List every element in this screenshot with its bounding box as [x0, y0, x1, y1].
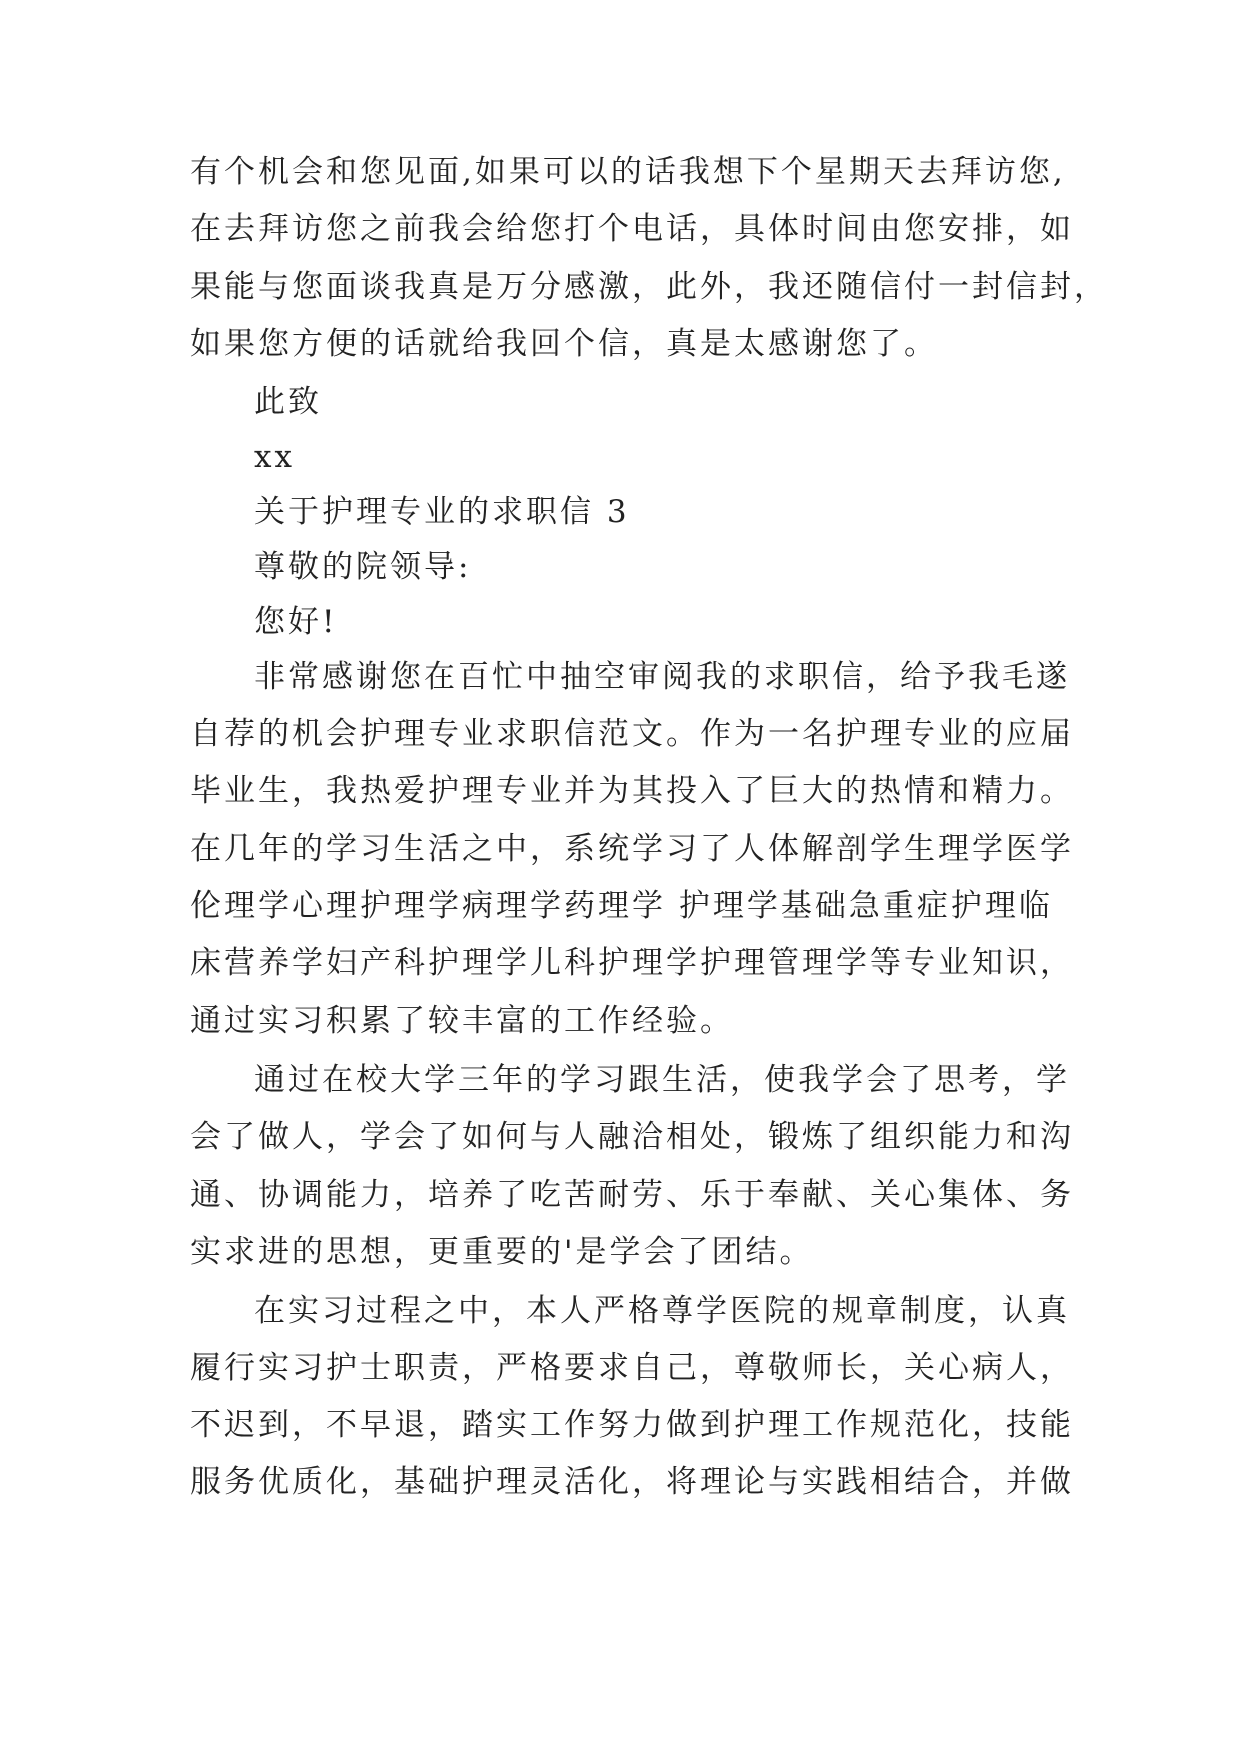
text-line: 果能与您面谈我真是万分感激，此外，我还随信付一封信封， [190, 269, 1108, 305]
text-line: 在几年的学习生活之中，系统学习了人体解剖学生理学医学 [190, 831, 1074, 867]
text-line: 伦理学心理护理学病理学药理学 护理学基础急重症护理临 [190, 888, 1053, 924]
text-line: 非常感谢您在百忙中抽空审阅我的求职信，给予我毛遂 [254, 659, 1070, 695]
text-line: 自荐的机会护理专业求职信范文。作为一名护理专业的应届 [190, 716, 1074, 752]
text-line: 履行实习护士职责，严格要求自己，尊敬师长，关心病人， [190, 1350, 1074, 1386]
text-line: 床营养学妇产科护理学儿科护理学护理管理学等专业知识， [190, 945, 1074, 981]
text-line: 实求进的思想，更重要的'是学会了团结。 [190, 1234, 814, 1270]
text-line: 尊敬的院领导: [254, 549, 472, 585]
text-line: 通过在校大学三年的学习跟生活，使我学会了思考，学 [254, 1062, 1070, 1098]
text-line: xx [254, 439, 295, 475]
text-line: 关于护理专业的求职信 3 [254, 494, 630, 530]
text-line: 有个机会和您见面,如果可以的话我想下个星期天去拜访您, [190, 154, 1066, 190]
text-line: 会了做人，学会了如何与人融洽相处，锻炼了组织能力和沟 [190, 1119, 1074, 1155]
text-line: 您好! [254, 604, 338, 640]
text-line: 如果您方便的话就给我回个信，真是太感谢您了。 [190, 326, 938, 362]
text-line: 不迟到，不早退，踏实工作努力做到护理工作规范化，技能 [190, 1407, 1074, 1443]
text-line: 此致 [254, 384, 322, 420]
text-line: 通过实习积累了较丰富的工作经验。 [190, 1003, 734, 1039]
text-line: 在去拜访您之前我会给您打个电话，具体时间由您安排，如 [190, 211, 1074, 247]
text-line: 毕业生，我热爱护理专业并为其投入了巨大的热情和精力。 [190, 773, 1074, 809]
text-line: 服务优质化，基础护理灵活化，将理论与实践相结合，并做 [190, 1464, 1074, 1500]
text-line: 通、协调能力，培养了吃苦耐劳、乐于奉献、关心集体、务 [190, 1177, 1074, 1213]
text-line: 在实习过程之中，本人严格尊学医院的规章制度，认真 [254, 1293, 1070, 1329]
